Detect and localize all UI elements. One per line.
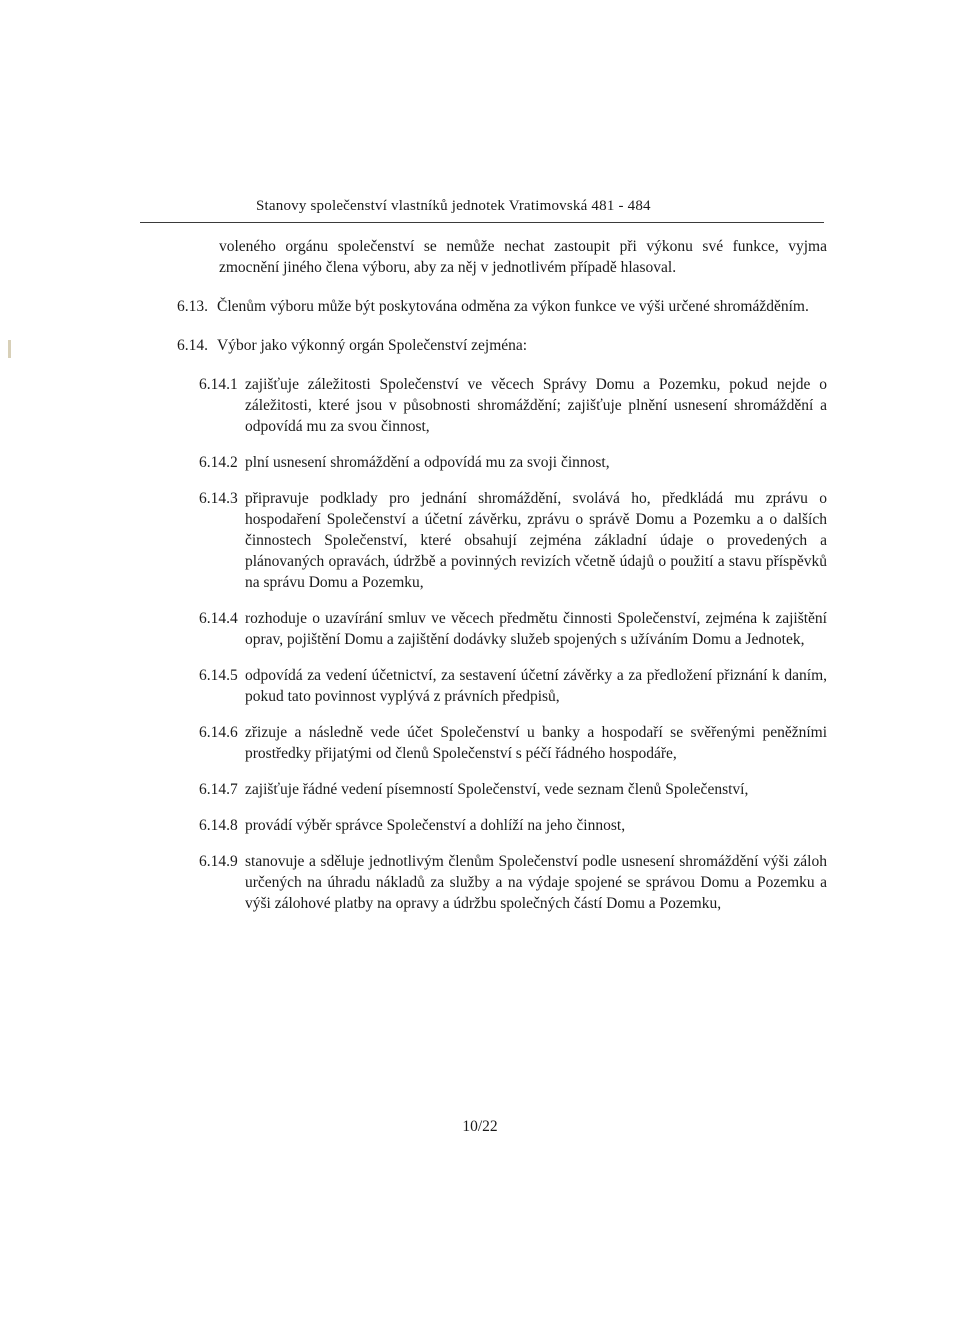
list-item [199,488,827,593]
item-number: 6.14.7 [199,781,238,798]
item-text: odpovídá za vedení účetnictví, za sestavení účetní závěrky a za předložení přiznání k daním, pokud tato povinnost vyplývá z právních předpisů, [245,667,827,705]
section-text: Výbor jako výkonný orgán Společenství zejména: [217,337,528,354]
list-item [199,374,827,437]
item-number: 6.14.4 [199,610,238,627]
list-item [199,779,827,800]
item-number: 6.14.1 [199,376,238,393]
document-body [177,236,827,929]
item-number: 6.14.9 [199,853,238,870]
item-text: rozhoduje o uzavírání smluv ve věcech předmětu činnosti Společenství, zejména k zajištění oprav, pojištění Domu a zajištění dodávky služeb spojených s užíváním Domu a Jednotek, [245,610,827,648]
margin-mark [8,340,11,358]
section-6-14 [177,335,827,356]
item-text: zajišťuje řádné vedení písemností Společenství, vede seznam členů Společenství, [245,781,749,798]
item-number: 6.14.6 [199,724,238,741]
section-number: 6.14. [177,337,208,354]
page-header [140,196,824,223]
item-text: zajišťuje záležitosti Společenství ve věcech Správy Domu a Pozemku, pokud nejde o záležitosti, které jsou v působnosti shromáždění; zajišťuje plnění usnesení shromáždění a odpovídá mu za svou činnost, [245,376,827,435]
list-item [199,851,827,914]
list-item [199,722,827,764]
section-6-13 [177,296,827,317]
intro-paragraph: voleného orgánu společenství se nemůže nechat zastoupit při výkonu své funkce, vyjma zmocnění jiného člena výboru, aby za něj v jednotlivém případě hlasoval. [219,238,827,276]
section-number: 6.13. [177,298,208,315]
section-text: Členům výboru může být poskytována odměna za výkon funkce ve výši určené shromážděním. [217,298,809,315]
item-text: stanovuje a sděluje jednotlivým členům Společenství podle usnesení shromáždění výši záloh určených na úhradu nákladů za služby a na výdaje spojené se správou Domu a Pozemku a výši zálohové platby na opravy a údržbu společných částí Domu a Pozemku, [245,853,827,912]
item-text: plní usnesení shromáždění a odpovídá mu za svoji činnost, [245,454,610,471]
item-text: provádí výběr správce Společenství a dohlíží na jeho činnost, [245,817,626,834]
page-number: 10/22 [462,1118,498,1135]
list-item [199,608,827,650]
item-text: zřizuje a následně vede účet Společenství u banky a hospodaří se svěřenými peněžními prostředky přijatými od členů Společenství s péčí řádného hospodáře, [245,724,827,762]
header-title: Stanovy společenství vlastníků jednotek Vratimovská 481 - 484 [256,198,651,214]
item-number: 6.14.3 [199,490,238,507]
item-text: připravuje podklady pro jednání shromáždění, svolává ho, předkládá mu zprávu o hospodaření Společenství a účetní závěrku, zprávu o správě Domu a Pozemku a o dalších činnostech Společenství, které obsahují zejména základní údaje o provedených a plánovaných opravách, údržbě a povinných revizích včetně údajů o použití a stavu příspěvků na správu Domu a Pozemku, [245,490,827,591]
list-item [199,665,827,707]
item-number: 6.14.2 [199,454,238,471]
list-item [199,452,827,473]
list-item [199,815,827,836]
item-number: 6.14.5 [199,667,238,684]
item-number: 6.14.8 [199,817,238,834]
